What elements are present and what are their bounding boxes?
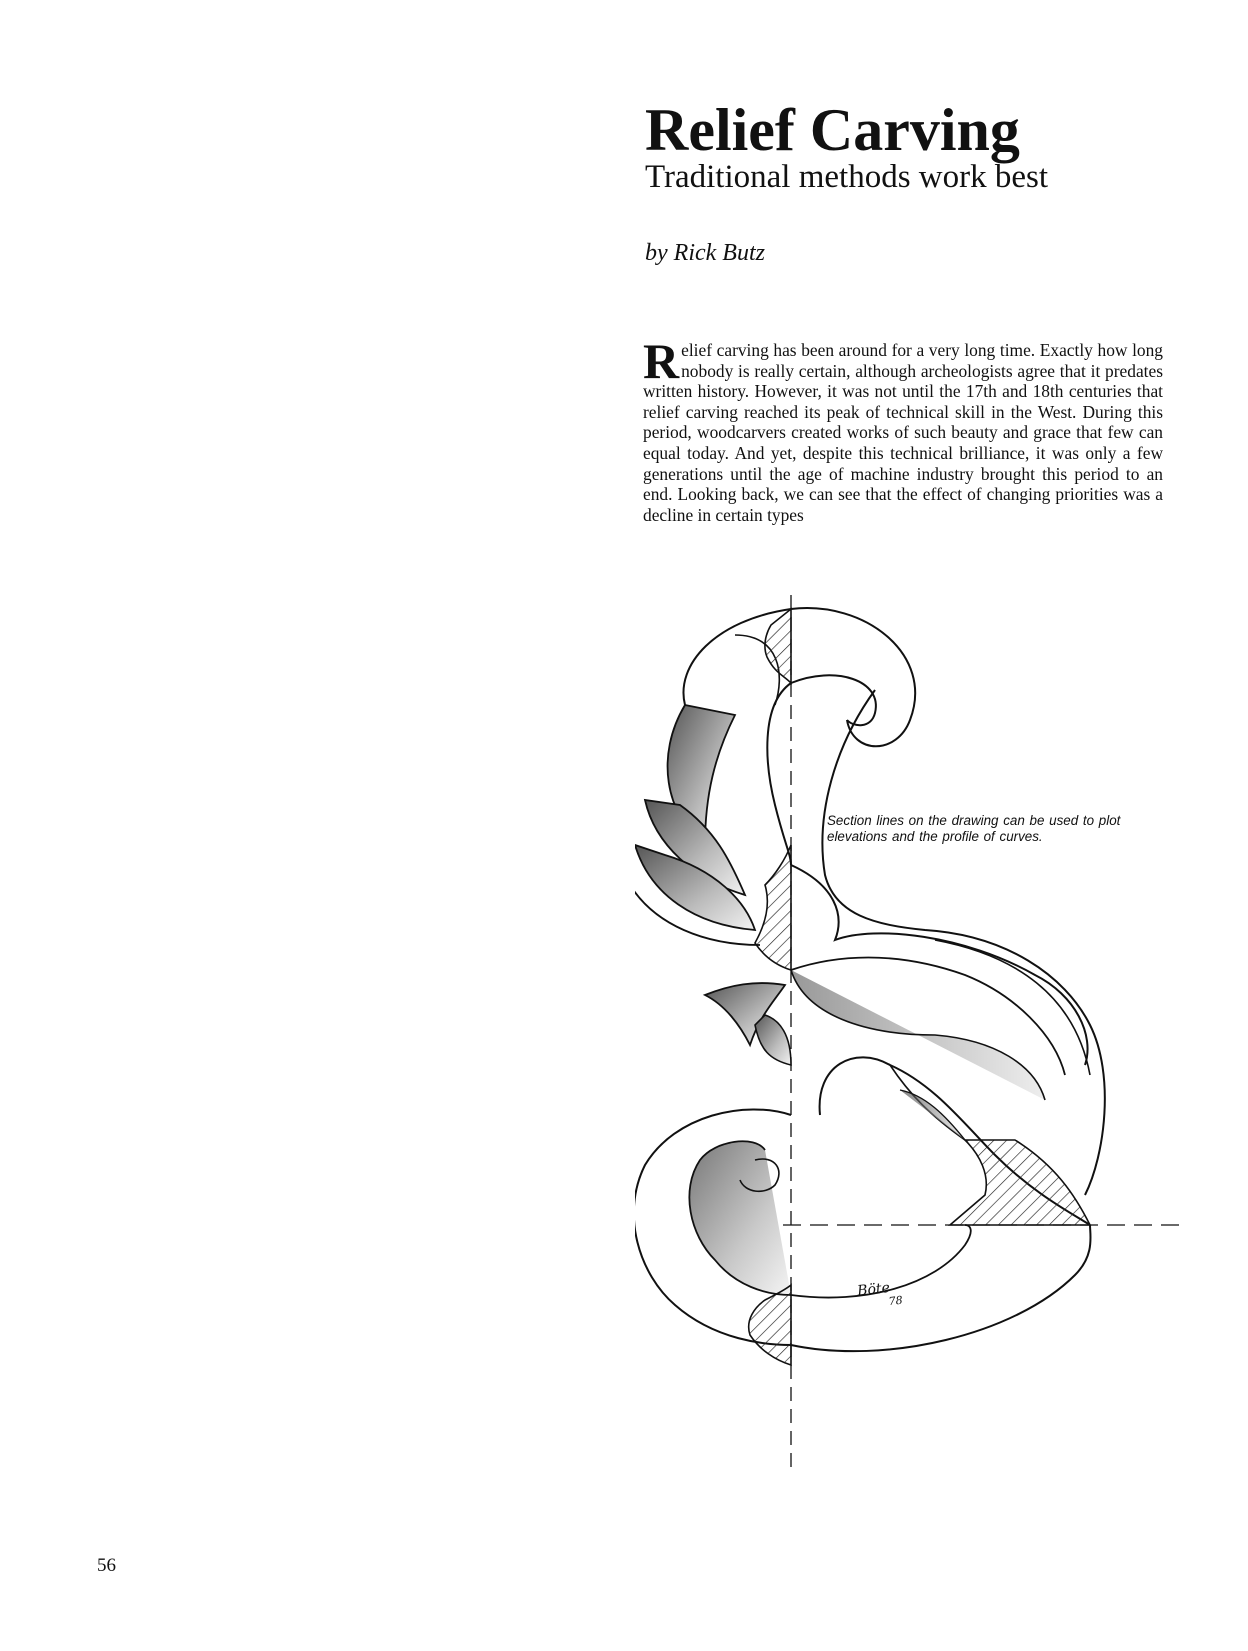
signature-name: Böte [856, 1279, 891, 1300]
article-title: Relief Carving [645, 97, 1020, 163]
article-body-text: elief carving has been around for a very long time. Exactly how long nobody is really certain, although archeologists agree that it predates written history. However, it was not until the 17th and 18th centuries that relief carving reached its peak of technical skill in the West. During this period, woodcarvers created works of such beauty and grace that few can equal today. And yet, despite this technical brilliance, it was only a few generations until the age of machine industry brought this period to an end. Looking back, we can see that the effect of changing priorities was a decline in certain types [643, 340, 1163, 525]
article-subtitle: Traditional methods work best [645, 159, 1049, 195]
leaf-6 [755, 1015, 791, 1065]
upper-scroll-eye [791, 675, 876, 725]
right-section-hatch [950, 1140, 1090, 1225]
article-body [643, 333, 1163, 525]
upper-stem-left [767, 683, 791, 865]
lower-section-hatch [749, 1285, 791, 1365]
lower-right-shading [900, 1090, 965, 1140]
article-byline: by Rick Butz [645, 240, 765, 266]
drop-cap: R [643, 333, 680, 389]
lower-scroll-bottom [791, 1225, 1091, 1351]
central-body-inner [791, 958, 1065, 1076]
carving-illustration [635, 595, 1180, 1475]
right-sweep-outer [822, 690, 1104, 1195]
middle-section-hatch [755, 845, 791, 970]
figure-caption: Section lines on the drawing can be used to plot elevations and the profile of curves. [827, 813, 1121, 844]
acanthus-scroll-drawing [635, 595, 1180, 1475]
page-number: 56 [97, 1555, 116, 1576]
artist-signature [857, 1280, 904, 1312]
signature-year: 78 [887, 1293, 904, 1309]
upper-section-hatch [765, 609, 791, 683]
